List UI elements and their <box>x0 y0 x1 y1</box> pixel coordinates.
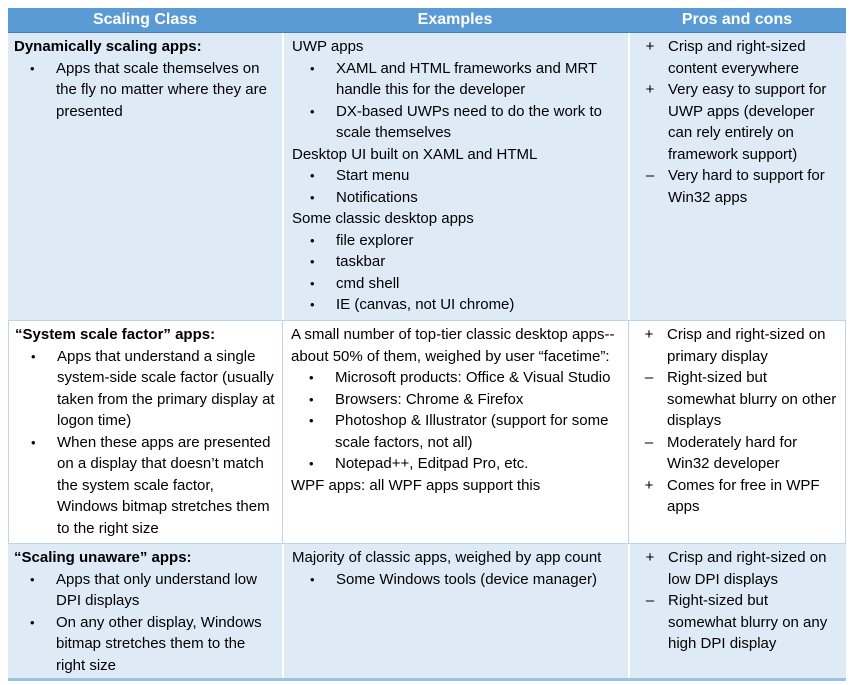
pros-cons-text: Right-sized but somewhat blurry on other displays <box>667 369 837 429</box>
bullet-text: Notifications <box>336 188 418 206</box>
table-body <box>8 33 846 678</box>
bullet-item <box>14 612 276 677</box>
bullet-icon: • <box>310 232 315 248</box>
bullet-text: Start menu <box>336 167 410 184</box>
row-heading: “Scaling unaware” apps: <box>14 549 192 566</box>
bullet-text: Microsoft products: Office & Visual Studio <box>335 369 611 386</box>
pro-item <box>636 36 840 79</box>
bullet-icon: • <box>30 614 35 630</box>
bullet-item <box>289 367 622 389</box>
pros-cons-text: Comes for free in WPF apps <box>667 476 820 515</box>
bullet-item <box>290 273 622 295</box>
bullet-text: XAML and HTML frameworks and MRT handle this for the developer <box>336 59 597 98</box>
text-line: Desktop UI built on XAML and HTML <box>292 145 538 163</box>
minus-icon: – <box>645 167 655 184</box>
bullet-text: DX-based UWPs need to do the work to scale themselves <box>336 102 602 141</box>
bullet-icon: • <box>31 434 36 450</box>
pros-cons-text: Moderately hard for Win32 developer <box>667 433 798 472</box>
bullet-icon: • <box>31 348 36 364</box>
bullet-text: taskbar <box>336 253 386 270</box>
examples-cell <box>282 321 628 543</box>
bullet-icon: • <box>30 60 35 76</box>
bullet-text: file explorer <box>336 231 414 249</box>
pro-item <box>636 79 840 165</box>
scaling-classes-table <box>8 8 846 681</box>
bullet-text: Some Windows tools (device manager) <box>336 570 597 588</box>
plus-icon: + <box>645 81 655 98</box>
header-examples: Examples <box>417 11 493 28</box>
table-row <box>8 33 846 320</box>
plus-icon: + <box>645 549 655 566</box>
header-scaling-class: Scaling Class <box>92 11 198 28</box>
bullet-text: Apps that understand a single system-side scale factor (usually taken from the primary display at logon time) <box>57 347 275 429</box>
pro-item <box>636 547 840 590</box>
bullet-item <box>290 569 622 591</box>
bullet-item <box>14 58 276 123</box>
bullet-text: IE (canvas, not UI chrome) <box>336 296 515 313</box>
plus-icon: + <box>645 38 655 55</box>
bullet-item <box>290 294 622 316</box>
table-header-row <box>8 8 846 33</box>
bullet-icon: • <box>309 413 314 428</box>
pros-cons-text: Crisp and right-sized on low DPI displays <box>668 549 827 588</box>
text-line: WPF apps: all WPF apps support this <box>291 476 541 494</box>
bullet-text: cmd shell <box>336 274 400 292</box>
table-row <box>8 544 846 678</box>
minus-icon: – <box>644 433 654 451</box>
scaling-class-cell <box>8 33 282 320</box>
bullet-item <box>290 58 622 101</box>
pros-cons-cell <box>628 544 846 678</box>
row-heading: Dynamically scaling apps: <box>14 38 202 55</box>
plus-icon: + <box>644 476 654 494</box>
scaling-class-cell <box>8 544 282 678</box>
examples-cell <box>282 544 628 678</box>
pros-cons-text: Crisp and right-sized on primary display <box>667 326 826 365</box>
pros-cons-text: Very hard to support for Win32 apps <box>668 167 825 206</box>
table-row <box>8 320 846 544</box>
pros-cons-text: Very easy to support for UWP apps (developer can rely entirely on framework support) <box>668 81 827 163</box>
con-item <box>636 165 840 208</box>
pros-cons-text: Right-sized but somewhat blurry on any high DPI display <box>668 592 828 652</box>
plus-icon: + <box>644 326 654 343</box>
bullet-item <box>289 389 622 411</box>
bullet-text: Apps that only understand low DPI displays <box>56 570 257 609</box>
examples-cell <box>282 33 628 320</box>
pro-item <box>635 324 839 367</box>
con-item <box>635 367 839 432</box>
con-item <box>635 432 839 475</box>
bullet-item <box>290 101 622 144</box>
bullet-item <box>289 410 622 453</box>
bullet-icon: • <box>310 60 315 76</box>
bullet-text: Notepad++, Editpad Pro, etc. <box>335 455 529 472</box>
text-line: UWP apps <box>292 38 364 55</box>
text-line: Some classic desktop apps <box>292 210 474 227</box>
pros-cons-text: Crisp and right-sized content everywhere <box>668 38 806 77</box>
row-heading: “System scale factor” apps: <box>15 326 216 343</box>
bullet-text: When these apps are presented on a display that doesn’t match the system scale factor, Windows bitmap stretches them to the right size <box>57 433 271 537</box>
bullet-icon: • <box>310 297 315 312</box>
bullet-text: Photoshop & Illustrator (support for some scale factors, not all) <box>335 412 609 451</box>
bullet-icon: • <box>310 168 315 183</box>
minus-icon: – <box>645 592 655 609</box>
text-line: Majority of classic apps, weighed by app count <box>292 549 602 566</box>
bullet-text: On any other display, Windows bitmap stretches them to the right size <box>56 613 262 674</box>
bullet-icon: • <box>310 254 315 269</box>
bullet-text: Apps that scale themselves on the fly no matter where they are presented <box>56 59 267 120</box>
pros-cons-cell <box>628 321 846 543</box>
bullet-item <box>290 251 622 273</box>
bullet-item <box>14 569 276 612</box>
bullet-item <box>290 187 622 209</box>
bullet-icon: • <box>30 571 35 587</box>
bullet-icon: • <box>310 571 315 587</box>
header-pros-and-cons: Pros and cons <box>681 11 793 28</box>
bullet-item <box>290 230 622 252</box>
bullet-icon: • <box>309 370 314 385</box>
pro-item <box>635 475 839 518</box>
bullet-icon: • <box>310 103 315 119</box>
text-line: A small number of top-tier classic desktop apps--about 50% of them, weighed by user “facetime”: <box>291 326 615 365</box>
minus-icon: – <box>644 369 654 386</box>
bullet-icon: • <box>309 391 314 407</box>
bullet-text: Browsers: Chrome & Firefox <box>335 390 524 408</box>
con-item <box>636 590 840 655</box>
bullet-item <box>289 453 622 475</box>
pros-cons-cell <box>628 33 846 320</box>
scaling-class-cell <box>8 321 282 543</box>
bullet-item <box>15 346 276 432</box>
bullet-item <box>15 432 276 540</box>
bullet-item <box>290 165 622 187</box>
bullet-icon: • <box>310 275 315 291</box>
bullet-icon: • <box>310 189 315 205</box>
bullet-icon: • <box>309 456 314 471</box>
